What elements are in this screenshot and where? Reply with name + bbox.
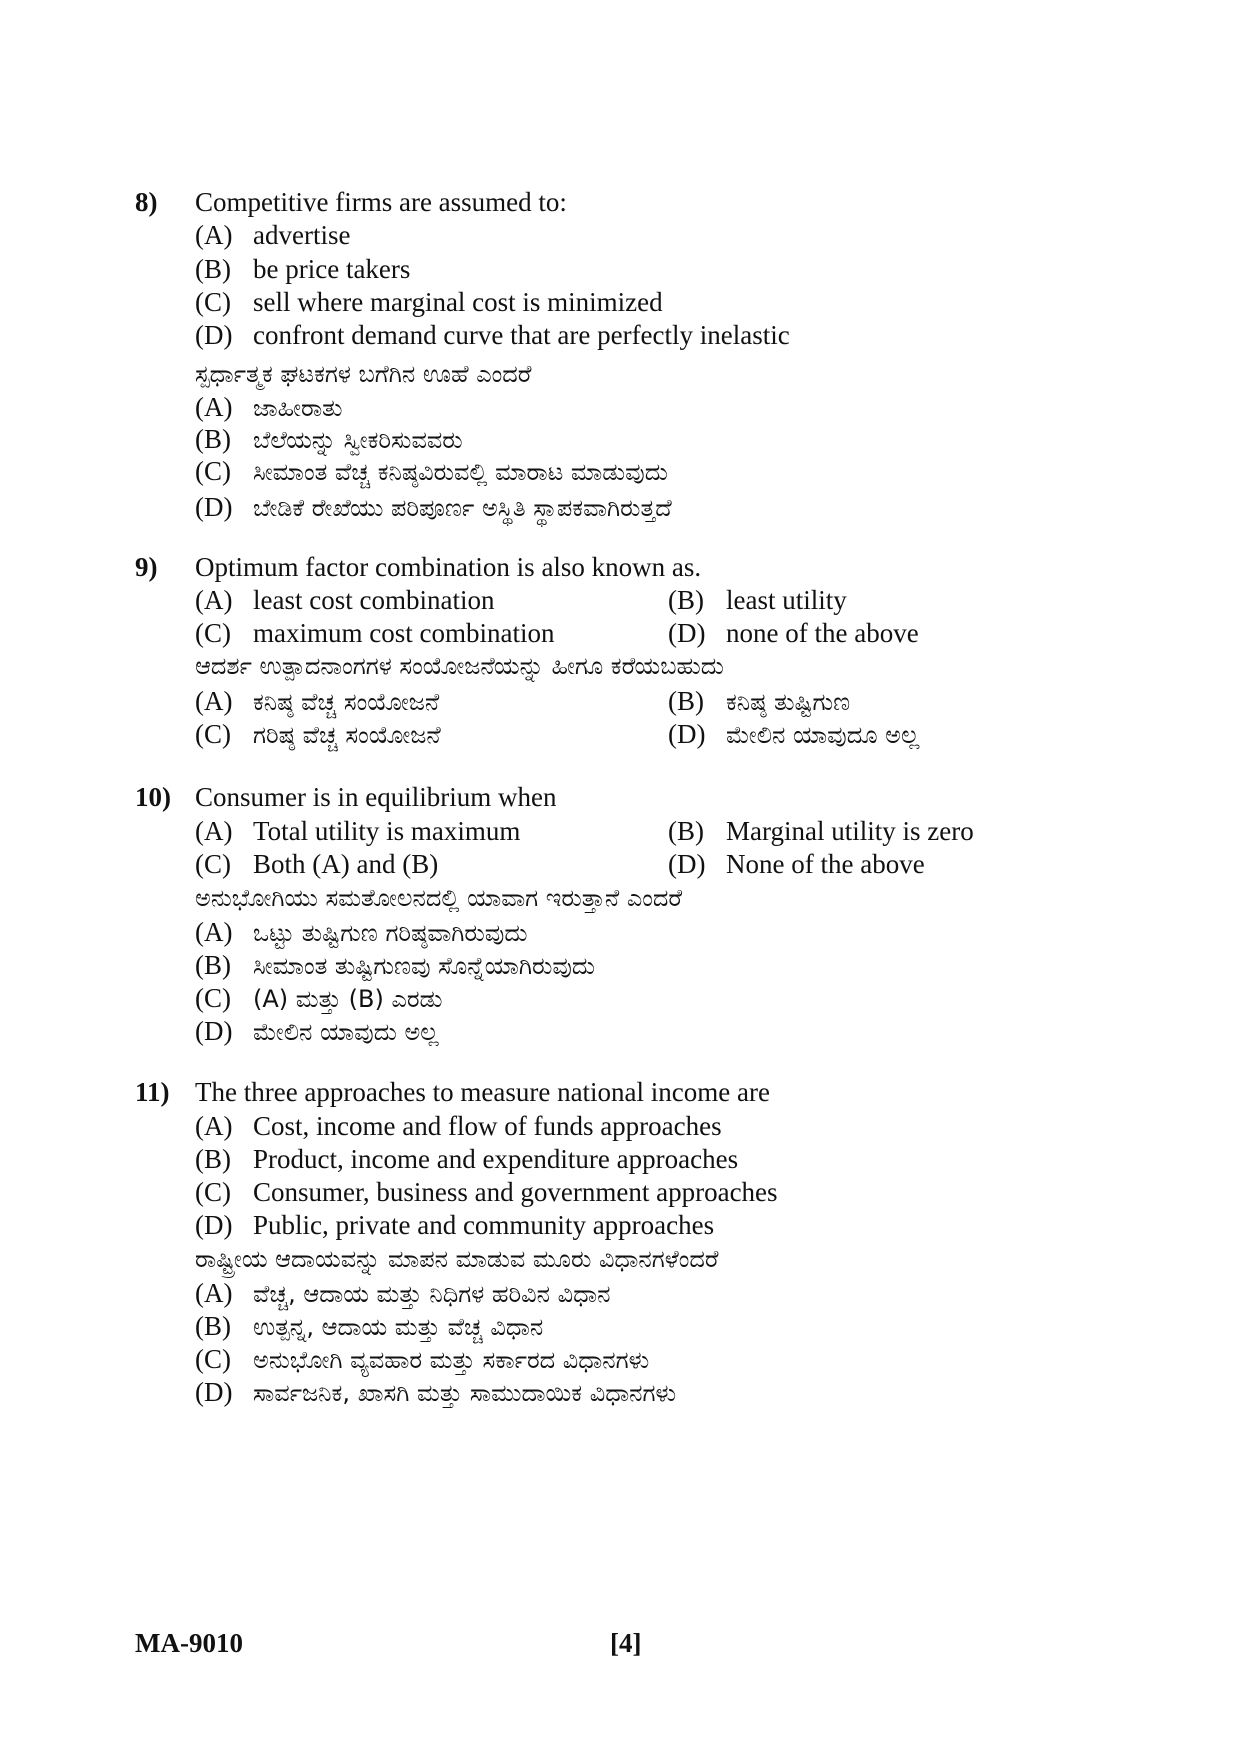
option-text: ಗರಿಷ್ಠ ವೆಚ್ಚ ಸಂಯೋಜನೆ xyxy=(253,721,441,749)
option-label: (D) xyxy=(195,1016,233,1046)
option-text: ಒಟ್ಟು ತುಷ್ಟಿಗುಣ ಗರಿಷ್ಠವಾಗಿರುವುದು xyxy=(253,919,528,947)
option-label: (C) xyxy=(195,719,231,749)
option-b xyxy=(668,816,974,847)
question-stem: Optimum factor combination is also known as. xyxy=(195,552,702,582)
option-label: (C) xyxy=(195,849,231,879)
option-c xyxy=(195,618,554,649)
option-c xyxy=(195,849,438,880)
option-text: ಬೆಲೆಯನ್ನು ಸ್ವೀಕರಿಸುವವರು xyxy=(253,426,463,454)
option-label: (A) xyxy=(195,1278,233,1308)
option-text: maximum cost combination xyxy=(253,618,555,648)
question-stem: Consumer is in equilibrium when xyxy=(195,782,557,812)
option-c xyxy=(195,287,663,318)
kannada-option-c xyxy=(195,719,441,750)
option-text: ಕನಿಷ್ಠ ವೆಚ್ಚ ಸಂಯೋಜನೆ xyxy=(253,688,440,716)
option-label: (C) xyxy=(195,287,231,317)
option-label: (B) xyxy=(195,254,231,284)
kannada-stem: ರಾಷ್ಟ್ರೀಯ ಆದಾಯವನ್ನು ಮಾಪನ ಮಾಡುವ ಮೂರು ವಿಧಾನಗಳೆಂದರೆ xyxy=(195,1245,719,1273)
option-text: ಮೇಲಿನ ಯಾವುದು ಅಲ್ಲ xyxy=(253,1018,439,1046)
option-text: least cost combination xyxy=(253,585,495,615)
option-text: (A) ಮತ್ತು (B) ಎರಡು xyxy=(253,985,443,1013)
option-label: (D) xyxy=(195,320,233,350)
kannada-option-a xyxy=(195,392,343,423)
option-text: None of the above xyxy=(726,849,925,879)
option-text: Both (A) and (B) xyxy=(253,849,439,879)
kannada-stem: ಸ್ಪರ್ಧಾತ್ಮಕ ಘಟಕಗಳ ಬಗೆಗಿನ ಊಹೆ ಎಂದರೆ xyxy=(195,360,532,388)
option-label: (B) xyxy=(195,1311,231,1341)
option-label: (A) xyxy=(195,392,233,422)
option-label: (A) xyxy=(195,1111,233,1141)
kannada-stem: ಆದರ್ಶ ಉತ್ಪಾದನಾಂಗಗಳ ಸಂಯೋಜನೆಯನ್ನು ಹೀಗೂ ಕರೆಯಬಹುದು xyxy=(195,652,724,680)
kannada-option-c xyxy=(195,983,442,1014)
option-label: (B) xyxy=(668,816,704,846)
option-label: (C) xyxy=(195,1177,231,1207)
option-text: ಜಾಹೀರಾತು xyxy=(253,394,343,422)
option-text: ಸಾರ್ವಜನಿಕ, ಖಾಸಗಿ ಮತ್ತು ಸಾಮುದಾಯಿಕ ವಿಧಾನಗಳು xyxy=(253,1379,677,1407)
option-label: (A) xyxy=(195,816,233,846)
option-text: Cost, income and flow of funds approaches xyxy=(253,1111,722,1141)
option-a xyxy=(195,1111,722,1142)
kannada-option-b xyxy=(668,686,850,717)
option-label: (B) xyxy=(195,1144,231,1174)
option-text: ಮೇಲಿನ ಯಾವುದೂ ಅಲ್ಲ xyxy=(726,721,920,749)
option-b xyxy=(195,254,410,285)
option-label: (A) xyxy=(195,585,233,615)
question-stem: The three approaches to measure national income are xyxy=(195,1077,770,1107)
option-text: ಸೀಮಾಂತ ತುಷ್ಟಿಗುಣವು ಸೊನ್ನೆಯಾಗಿರುವುದು xyxy=(253,952,596,980)
question-number: 10) xyxy=(135,782,171,812)
kannada-option-c xyxy=(195,456,668,487)
kannada-option-a xyxy=(195,686,439,717)
kannada-option-a xyxy=(195,917,527,948)
option-d xyxy=(668,618,919,649)
option-label: (A) xyxy=(195,686,233,716)
question-number: 11) xyxy=(135,1077,170,1107)
kannada-option-b xyxy=(195,1311,543,1342)
option-label: (B) xyxy=(668,585,704,615)
kannada-option-d xyxy=(195,492,672,523)
kannada-option-b xyxy=(195,950,595,981)
exam-code: MA-9010 xyxy=(135,1628,243,1658)
option-label: (A) xyxy=(195,220,233,250)
option-a xyxy=(195,585,494,616)
option-label: (A) xyxy=(195,917,233,947)
option-text: confront demand curve that are perfectly inelastic xyxy=(253,320,790,350)
option-text: ಬೇಡಿಕೆ ರೇಖೆಯು ಪರಿಪೂರ್ಣ ಅಸ್ಥಿತಿ ಸ್ಥಾಪಕವಾಗಿರುತ್ತದೆ xyxy=(253,494,672,522)
kannada-stem: ಅನುಭೋಗಿಯು ಸಮತೋಲನದಲ್ಲಿ ಯಾವಾಗ ಇರುತ್ತಾನೆ ಎಂದರೆ xyxy=(195,884,683,912)
option-label: (D) xyxy=(195,492,233,522)
option-label: (D) xyxy=(668,719,706,749)
option-a xyxy=(195,220,350,251)
kannada-option-d xyxy=(195,1377,676,1408)
option-text: sell where marginal cost is minimized xyxy=(253,287,663,317)
option-text: Product, income and expenditure approaches xyxy=(253,1144,739,1174)
option-text: advertise xyxy=(253,220,351,250)
kannada-option-c xyxy=(195,1344,649,1375)
option-text: Consumer, business and government approaches xyxy=(253,1177,778,1207)
option-text: be price takers xyxy=(253,254,411,284)
option-text: Public, private and community approaches xyxy=(253,1210,715,1240)
option-text: ಅನುಭೋಗಿ ವ್ಯವಹಾರ ಮತ್ತು ಸರ್ಕಾರದ ವಿಧಾನಗಳು xyxy=(253,1346,650,1374)
option-c xyxy=(195,1177,778,1208)
option-label: (B) xyxy=(668,686,704,716)
option-b xyxy=(668,585,847,616)
question-stem: Competitive firms are assumed to: xyxy=(195,187,567,217)
option-text: Marginal utility is zero xyxy=(726,816,974,846)
kannada-option-d xyxy=(195,1016,439,1047)
page-number: [4] xyxy=(610,1628,642,1658)
option-label: (D) xyxy=(195,1377,233,1407)
option-label: (C) xyxy=(195,456,231,486)
kannada-option-a xyxy=(195,1278,610,1309)
option-d xyxy=(668,849,925,880)
option-a xyxy=(195,816,520,847)
option-text: ಕನಿಷ್ಠ ತುಷ್ಟಿಗುಣ xyxy=(726,688,851,716)
option-d xyxy=(195,1210,714,1241)
option-text: ಉತ್ಪನ್ನ, ಆದಾಯ ಮತ್ತು ವೆಚ್ಚ ವಿಧಾನ xyxy=(253,1313,544,1341)
option-b xyxy=(195,1144,738,1175)
kannada-option-d xyxy=(668,719,919,750)
option-text: ಸೀಮಾಂತ ವೆಚ್ಚ ಕನಿಷ್ಠವಿರುವಲ್ಲಿ ಮಾರಾಟ ಮಾಡುವುದು xyxy=(253,458,668,486)
question-number: 8) xyxy=(135,187,158,217)
option-label: (C) xyxy=(195,1344,231,1374)
option-label: (C) xyxy=(195,618,231,648)
option-d xyxy=(195,320,790,351)
question-number: 9) xyxy=(135,552,158,582)
option-label: (D) xyxy=(668,849,706,879)
option-label: (D) xyxy=(668,618,706,648)
kannada-option-b xyxy=(195,424,463,455)
option-text: none of the above xyxy=(726,618,919,648)
option-text: ವೆಚ್ಚ, ಆದಾಯ ಮತ್ತು ನಿಧಿಗಳ ಹರಿವಿನ ವಿಧಾನ xyxy=(253,1280,611,1308)
option-text: least utility xyxy=(726,585,847,615)
option-text: Total utility is maximum xyxy=(253,816,521,846)
option-label: (D) xyxy=(195,1210,233,1240)
option-label: (B) xyxy=(195,424,231,454)
option-label: (B) xyxy=(195,950,231,980)
option-label: (C) xyxy=(195,983,231,1013)
